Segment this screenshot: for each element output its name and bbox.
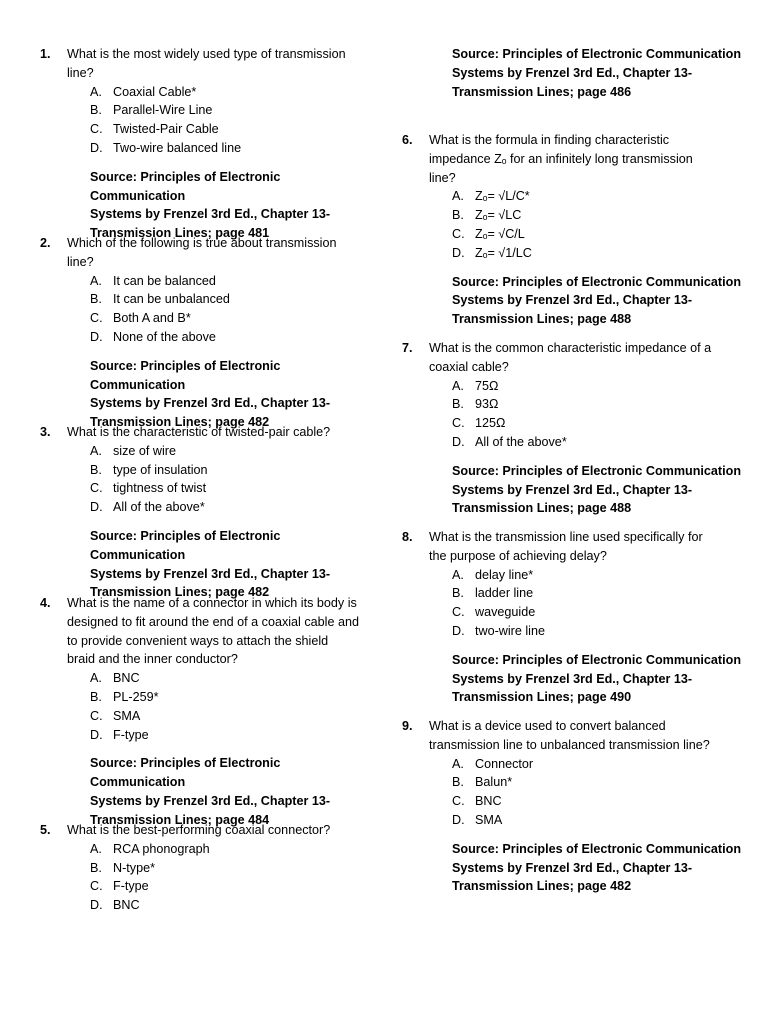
option-letter: B. bbox=[90, 689, 102, 704]
option-text: SMA bbox=[113, 708, 141, 723]
question-number: 3. bbox=[40, 425, 51, 439]
option-text: Zₒ= √C/L bbox=[475, 226, 525, 241]
option-c bbox=[90, 479, 370, 498]
option-b bbox=[452, 584, 741, 603]
option-d bbox=[90, 726, 370, 745]
source-line: Systems by Frenzel 3rd Ed., Chapter 13- bbox=[90, 207, 331, 222]
question-text bbox=[429, 717, 741, 755]
source-citation bbox=[90, 357, 370, 432]
option-c bbox=[452, 414, 741, 433]
question-number: 8. bbox=[402, 530, 413, 544]
option-letter: C. bbox=[452, 605, 465, 620]
source-line: Source: Principles of Electronic Communication bbox=[90, 169, 281, 203]
option-d bbox=[90, 328, 370, 347]
option-d bbox=[452, 244, 741, 263]
option-letter: A. bbox=[90, 671, 102, 686]
option-letter: B. bbox=[90, 103, 102, 118]
option-letter: C. bbox=[452, 794, 465, 809]
option-text: size of wire bbox=[113, 443, 176, 458]
question-5 bbox=[40, 821, 330, 915]
question-4 bbox=[40, 594, 370, 830]
source-line: Transmission Lines; page 482 bbox=[452, 879, 632, 894]
question-text-line: What is a device used to convert balanced bbox=[429, 719, 666, 733]
option-text: Zₒ= √L/C* bbox=[475, 189, 530, 204]
answer-options bbox=[452, 755, 741, 830]
source-line: Source: Principles of Electronic Communication bbox=[452, 652, 742, 667]
option-letter: B. bbox=[452, 775, 464, 790]
answer-options bbox=[452, 566, 741, 641]
option-b bbox=[90, 461, 370, 480]
option-text: two-wire line bbox=[475, 623, 545, 638]
source-citation-carryover bbox=[452, 45, 752, 101]
option-letter: A. bbox=[452, 756, 464, 771]
option-letter: A. bbox=[90, 273, 102, 288]
option-letter: A. bbox=[90, 841, 102, 856]
source-line: Transmission Lines; page 486 bbox=[452, 84, 632, 99]
question-text bbox=[429, 131, 741, 187]
option-text: RCA phonograph bbox=[113, 841, 210, 856]
option-letter: D. bbox=[90, 898, 103, 913]
option-text: Two-wire balanced line bbox=[113, 140, 242, 155]
option-text: Zₒ= √LC bbox=[475, 208, 522, 223]
option-text: It can be unbalanced bbox=[113, 292, 230, 307]
source-citation bbox=[452, 651, 741, 707]
source-line: Systems by Frenzel 3rd Ed., Chapter 13- bbox=[452, 65, 693, 80]
question-number: 4. bbox=[40, 596, 51, 610]
option-text: F-type bbox=[113, 879, 149, 894]
answer-options bbox=[90, 83, 370, 158]
option-text: N-type* bbox=[113, 860, 155, 875]
option-text: All of the above* bbox=[113, 500, 205, 515]
source-line: Systems by Frenzel 3rd Ed., Chapter 13- bbox=[90, 566, 331, 581]
option-letter: C. bbox=[90, 311, 103, 326]
source-line: Source: Principles of Electronic Communication bbox=[452, 274, 742, 289]
option-b bbox=[90, 290, 370, 309]
question-text-line: line? bbox=[67, 254, 94, 269]
option-b bbox=[90, 101, 370, 120]
question-8 bbox=[402, 528, 741, 707]
question-text-line: the purpose of achieving delay? bbox=[429, 548, 607, 563]
option-a bbox=[452, 566, 741, 585]
option-text: ladder line bbox=[475, 586, 534, 601]
question-7 bbox=[402, 339, 741, 518]
question-text bbox=[67, 594, 370, 669]
source-line: Transmission Lines; page 488 bbox=[452, 501, 632, 516]
option-text: Parallel-Wire Line bbox=[113, 103, 213, 118]
option-letter: B. bbox=[452, 208, 464, 223]
option-text: SMA bbox=[475, 812, 503, 827]
question-text-line: What is the most widely used type of transmission bbox=[67, 47, 346, 61]
option-letter: A. bbox=[452, 567, 464, 582]
option-d bbox=[452, 433, 741, 452]
option-d bbox=[90, 896, 330, 915]
option-text: None of the above bbox=[113, 329, 216, 344]
question-text-line: to provide convenient ways to attach the shield bbox=[67, 633, 329, 648]
answer-options bbox=[90, 442, 370, 517]
question-text bbox=[429, 528, 741, 566]
option-text: 93Ω bbox=[475, 397, 499, 412]
source-line: Systems by Frenzel 3rd Ed., Chapter 13- bbox=[452, 671, 693, 686]
option-letter: D. bbox=[452, 245, 465, 260]
option-letter: B. bbox=[90, 462, 102, 477]
option-letter: D. bbox=[90, 329, 103, 344]
question-number: 5. bbox=[40, 823, 51, 837]
source-line: Systems by Frenzel 3rd Ed., Chapter 13- bbox=[452, 860, 693, 875]
option-text: type of insulation bbox=[113, 462, 208, 477]
answer-options bbox=[90, 840, 330, 915]
option-letter: B. bbox=[90, 292, 102, 307]
source-line: Source: Principles of Electronic Communication bbox=[90, 528, 281, 562]
option-c bbox=[90, 877, 330, 896]
option-a bbox=[90, 83, 370, 102]
option-letter: A. bbox=[90, 84, 102, 99]
option-c bbox=[452, 792, 741, 811]
question-text bbox=[67, 234, 370, 272]
question-2 bbox=[40, 234, 370, 432]
question-text bbox=[429, 339, 741, 377]
option-a bbox=[90, 272, 370, 291]
option-text: Twisted-Pair Cable bbox=[113, 122, 219, 137]
option-a bbox=[90, 442, 370, 461]
source-line: Source: Principles of Electronic Communication bbox=[452, 463, 742, 478]
question-number: 6. bbox=[402, 133, 413, 147]
option-letter: C. bbox=[90, 481, 103, 496]
answer-options bbox=[90, 669, 370, 744]
option-text: BNC bbox=[475, 794, 502, 809]
question-text-line: What is the best-performing coaxial connector? bbox=[67, 823, 331, 837]
question-text-line: What is the transmission line used specifically for bbox=[429, 530, 703, 544]
source-citation bbox=[452, 462, 741, 518]
question-text-line: Which of the following is true about transmission bbox=[67, 236, 337, 250]
option-a bbox=[452, 755, 741, 774]
source-line: Transmission Lines; page 482 bbox=[90, 585, 270, 600]
source-line: Transmission Lines; page 484 bbox=[90, 812, 270, 827]
option-text: tightness of twist bbox=[113, 481, 207, 496]
option-b bbox=[90, 859, 330, 878]
question-text-line: What is the common characteristic impedance of a bbox=[429, 341, 712, 355]
answer-options bbox=[452, 187, 741, 262]
option-letter: C. bbox=[90, 122, 103, 137]
source-line: Systems by Frenzel 3rd Ed., Chapter 13- bbox=[452, 482, 693, 497]
option-letter: B. bbox=[452, 586, 464, 601]
option-letter: C. bbox=[452, 226, 465, 241]
source-line: Source: Principles of Electronic Communication bbox=[452, 841, 742, 856]
option-b bbox=[90, 688, 370, 707]
source-line: Systems by Frenzel 3rd Ed., Chapter 13- bbox=[90, 396, 331, 411]
question-1 bbox=[40, 45, 370, 243]
option-text: F-type bbox=[113, 727, 149, 742]
question-number: 2. bbox=[40, 236, 51, 250]
option-b bbox=[452, 773, 741, 792]
source-citation bbox=[452, 840, 741, 896]
option-b bbox=[452, 206, 741, 225]
option-text: Zₒ= √1/LC bbox=[475, 245, 532, 260]
source-line: Transmission Lines; page 490 bbox=[452, 690, 632, 705]
option-text: waveguide bbox=[475, 605, 536, 620]
option-letter: D. bbox=[452, 434, 465, 449]
option-letter: B. bbox=[452, 397, 464, 412]
option-letter: D. bbox=[90, 500, 103, 515]
option-c bbox=[90, 309, 370, 328]
option-text: Balun* bbox=[475, 775, 513, 790]
question-3 bbox=[40, 423, 370, 602]
question-number: 7. bbox=[402, 341, 413, 355]
question-text bbox=[67, 423, 370, 442]
option-d bbox=[90, 139, 370, 158]
option-text: It can be balanced bbox=[113, 273, 216, 288]
option-letter: A. bbox=[90, 443, 102, 458]
option-d bbox=[452, 811, 741, 830]
source-citation bbox=[90, 168, 370, 243]
question-text-line: What is the name of a connector in which its body is bbox=[67, 596, 357, 610]
option-c bbox=[452, 225, 741, 244]
source-line: Transmission Lines; page 488 bbox=[452, 312, 632, 327]
option-a bbox=[90, 840, 330, 859]
option-text: Both A and B* bbox=[113, 311, 191, 326]
option-c bbox=[452, 603, 741, 622]
option-a bbox=[90, 669, 370, 688]
option-a bbox=[452, 187, 741, 206]
option-text: Coaxial Cable* bbox=[113, 84, 197, 99]
option-text: All of the above* bbox=[475, 434, 567, 449]
source-line: Transmission Lines; page 481 bbox=[90, 226, 270, 241]
option-text: BNC bbox=[113, 671, 140, 686]
source-line: Systems by Frenzel 3rd Ed., Chapter 13- bbox=[90, 793, 331, 808]
question-text-line: line? bbox=[429, 170, 456, 185]
source-line: Systems by Frenzel 3rd Ed., Chapter 13- bbox=[452, 293, 693, 308]
answer-options bbox=[90, 272, 370, 347]
option-text: BNC bbox=[113, 898, 140, 913]
option-d bbox=[452, 622, 741, 641]
option-text: Connector bbox=[475, 756, 534, 771]
option-letter: D. bbox=[90, 727, 103, 742]
option-b bbox=[452, 395, 741, 414]
option-letter: C. bbox=[90, 879, 103, 894]
option-text: delay line* bbox=[475, 567, 534, 582]
option-letter: C. bbox=[90, 708, 103, 723]
question-text-line: designed to fit around the end of a coaxial cable and bbox=[67, 614, 359, 629]
option-a bbox=[452, 377, 741, 396]
question-9 bbox=[402, 717, 741, 896]
option-letter: C. bbox=[452, 416, 465, 431]
source-line: Source: Principles of Electronic Communication bbox=[452, 47, 742, 61]
option-letter: B. bbox=[90, 860, 102, 875]
question-6 bbox=[402, 131, 741, 329]
option-text: 75Ω bbox=[475, 378, 499, 393]
answer-options bbox=[452, 377, 741, 452]
option-c bbox=[90, 707, 370, 726]
source-citation bbox=[90, 527, 370, 602]
question-text bbox=[67, 821, 330, 840]
option-letter: D. bbox=[452, 812, 465, 827]
question-text-line: braid and the inner conductor? bbox=[67, 652, 238, 667]
source-citation bbox=[90, 754, 370, 829]
question-text-line: coaxial cable? bbox=[429, 359, 509, 374]
option-letter: A. bbox=[452, 189, 464, 204]
question-number: 9. bbox=[402, 719, 413, 733]
question-text bbox=[67, 45, 370, 83]
option-letter: D. bbox=[90, 140, 103, 155]
question-text-line: What is the formula in finding characteristic bbox=[429, 133, 670, 147]
source-line: Source: Principles of Electronic Communication bbox=[90, 756, 281, 790]
option-d bbox=[90, 498, 370, 517]
question-number: 1. bbox=[40, 47, 51, 61]
source-line: Transmission Lines; page 482 bbox=[90, 415, 270, 430]
option-text: 125Ω bbox=[475, 416, 506, 431]
source-line: Source: Principles of Electronic Communication bbox=[90, 358, 281, 392]
question-text-line: impedance Zₒ for an infinitely long transmission bbox=[429, 151, 693, 166]
option-c bbox=[90, 120, 370, 139]
option-letter: D. bbox=[452, 623, 465, 638]
option-text: PL-259* bbox=[113, 689, 159, 704]
question-text-line: line? bbox=[67, 65, 94, 80]
question-text-line: What is the characteristic of twisted-pair cable? bbox=[67, 425, 331, 439]
option-letter: A. bbox=[452, 378, 464, 393]
source-citation bbox=[452, 273, 741, 329]
question-text-line: transmission line to unbalanced transmission line? bbox=[429, 737, 710, 752]
